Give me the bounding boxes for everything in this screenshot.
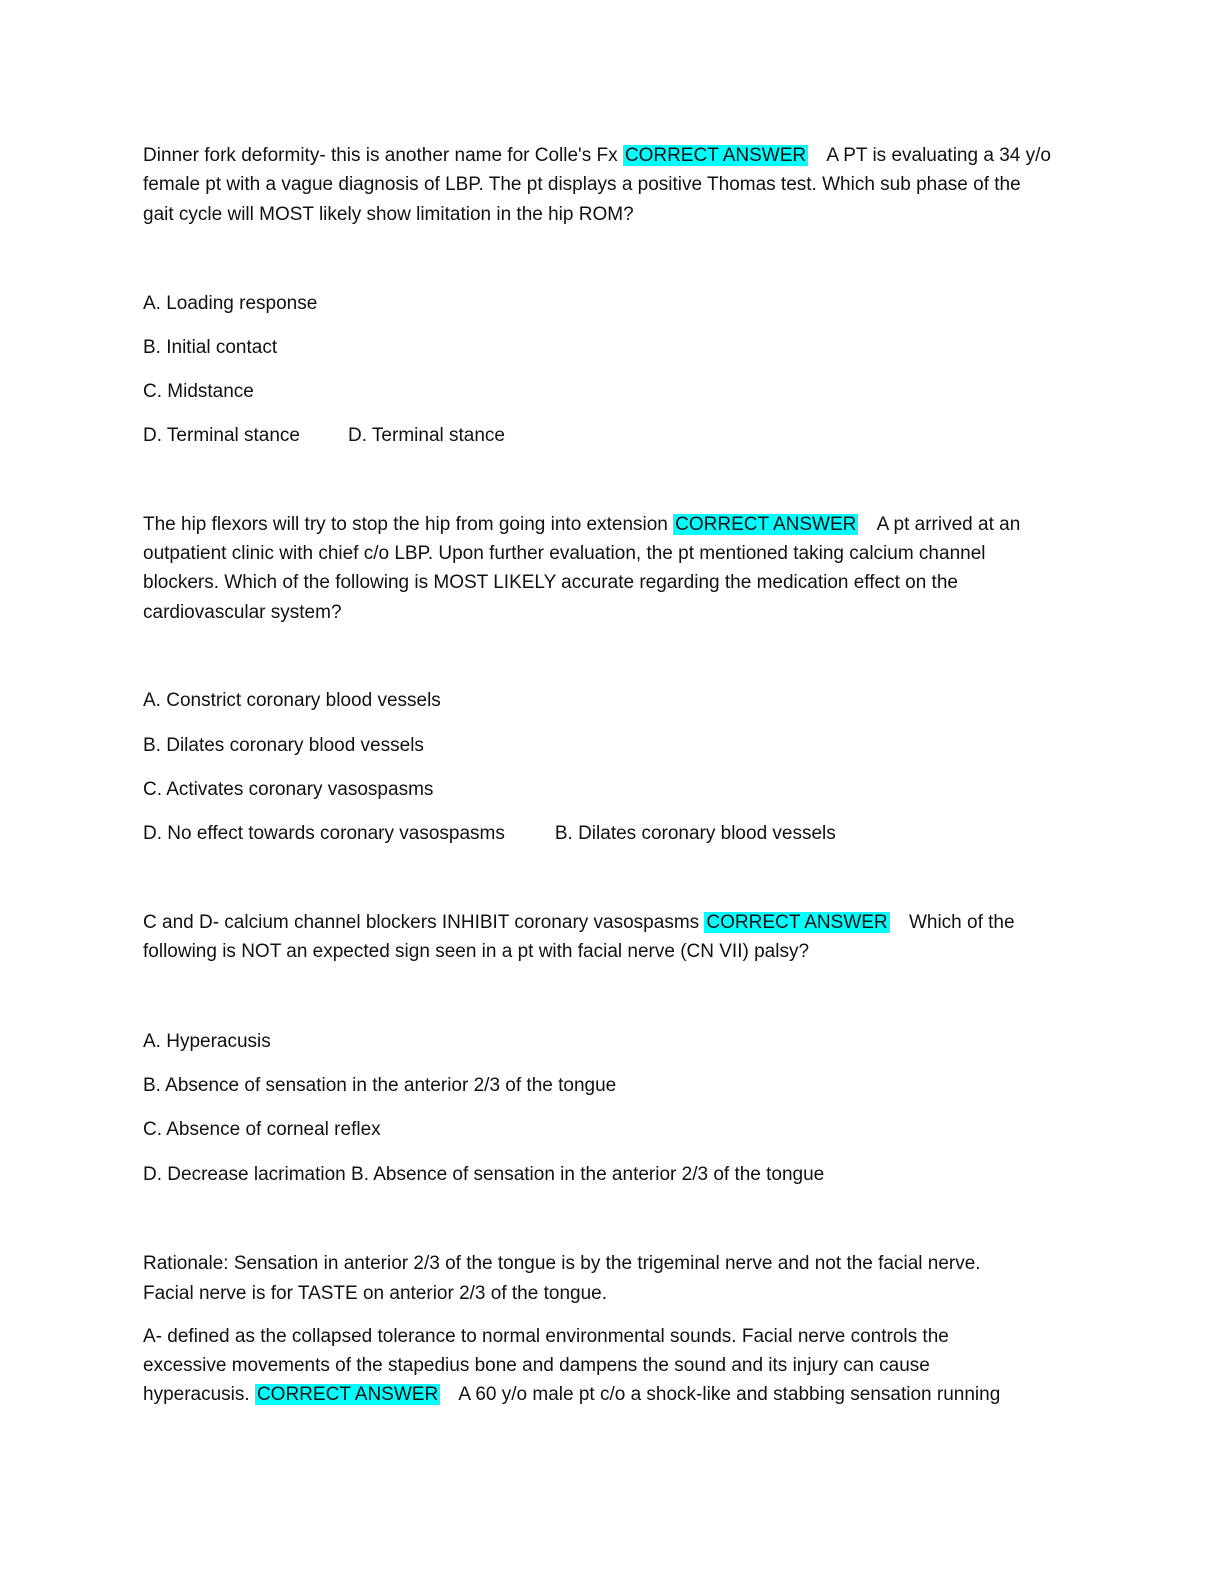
q1-line-1	[143, 144, 1051, 168]
q1-option-b: B. Initial contact	[143, 337, 278, 358]
rationale-line-4: excessive movements of the stapedius bone and dampens the sound and its injury can cause	[143, 1355, 930, 1376]
q3-answer: B. Absence of sensation in the anterior 2/3 of the tongue	[351, 1164, 825, 1185]
q1-option-d-row	[143, 424, 505, 448]
q2-line-4: cardiovascular system?	[143, 602, 342, 623]
rationale-line-3: A- defined as the collapsed tolerance to normal environmental sounds. Facial nerve controls the	[143, 1326, 949, 1347]
q1-option-d: D. Terminal stance	[143, 425, 300, 446]
correct-answer-highlight: CORRECT ANSWER	[624, 145, 807, 166]
correct-answer-highlight: CORRECT ANSWER	[706, 912, 888, 933]
q3-option-b: B. Absence of sensation in the anterior 2/3 of the tongue	[143, 1075, 617, 1096]
q2-line-1	[143, 513, 1020, 537]
q1-lead: Dinner fork deformity- this is another name for Colle's Fx	[143, 145, 618, 166]
q1-question-start: A PT is evaluating a 34 y/o	[826, 145, 1051, 166]
q3-lead: C and D- calcium channel blockers INHIBIT coronary vasospasms	[143, 912, 700, 933]
q2-option-d-row	[143, 822, 836, 846]
q3-line-1	[143, 911, 1015, 935]
q3-question-start: Which of the	[908, 912, 1015, 933]
q1-line-3: gait cycle will MOST likely show limitation in the hip ROM?	[143, 204, 634, 225]
rationale-lead: hyperacusis.	[143, 1384, 250, 1405]
rationale-line-1: Rationale: Sensation in anterior 2/3 of the tongue is by the trigeminal nerve and not the facial nerve.	[143, 1253, 981, 1274]
q2-answer: B. Dilates coronary blood vessels	[554, 823, 836, 844]
q3-option-a: A. Hyperacusis	[143, 1031, 271, 1052]
q2-question-start: A pt arrived at an	[876, 514, 1021, 535]
correct-answer-highlight: CORRECT ANSWER	[256, 1384, 439, 1405]
q2-option-b: B. Dilates coronary blood vessels	[143, 735, 424, 756]
q1-option-c: C. Midstance	[143, 381, 254, 402]
q3-option-d: D. Decrease lacrimation	[143, 1164, 346, 1185]
q2-line-3: blockers. Which of the following is MOST LIKELY accurate regarding the medication effect on the	[143, 572, 958, 593]
q2-option-a: A. Constrict coronary blood vessels	[143, 690, 441, 711]
q3-line-2: following is NOT an expected sign seen in a pt with facial nerve (CN VII) palsy?	[143, 941, 810, 962]
rationale-line-5	[143, 1383, 1000, 1407]
next-question-start: A 60 y/o male pt c/o a shock-like and stabbing sensation running	[458, 1384, 1001, 1405]
correct-answer-highlight: CORRECT ANSWER	[675, 514, 857, 535]
q1-option-a: A. Loading response	[143, 293, 318, 314]
q1-line-2: female pt with a vague diagnosis of LBP. The pt displays a positive Thomas test. Which sub phase of the	[143, 174, 1021, 195]
q1-answer: D. Terminal stance	[348, 425, 505, 446]
q2-option-c: C. Activates coronary vasospasms	[143, 779, 434, 800]
q2-line-2: outpatient clinic with chief c/o LBP. Upon further evaluation, the pt mentioned taking calcium channel	[143, 543, 986, 564]
rationale-line-2: Facial nerve is for TASTE on anterior 2/3 of the tongue.	[143, 1283, 607, 1304]
q2-option-d: D. No effect towards coronary vasospasms	[143, 823, 505, 844]
q3-option-c: C. Absence of corneal reflex	[143, 1119, 381, 1140]
q3-option-d-row	[143, 1163, 824, 1187]
q2-lead: The hip flexors will try to stop the hip from going into extension	[143, 514, 668, 535]
